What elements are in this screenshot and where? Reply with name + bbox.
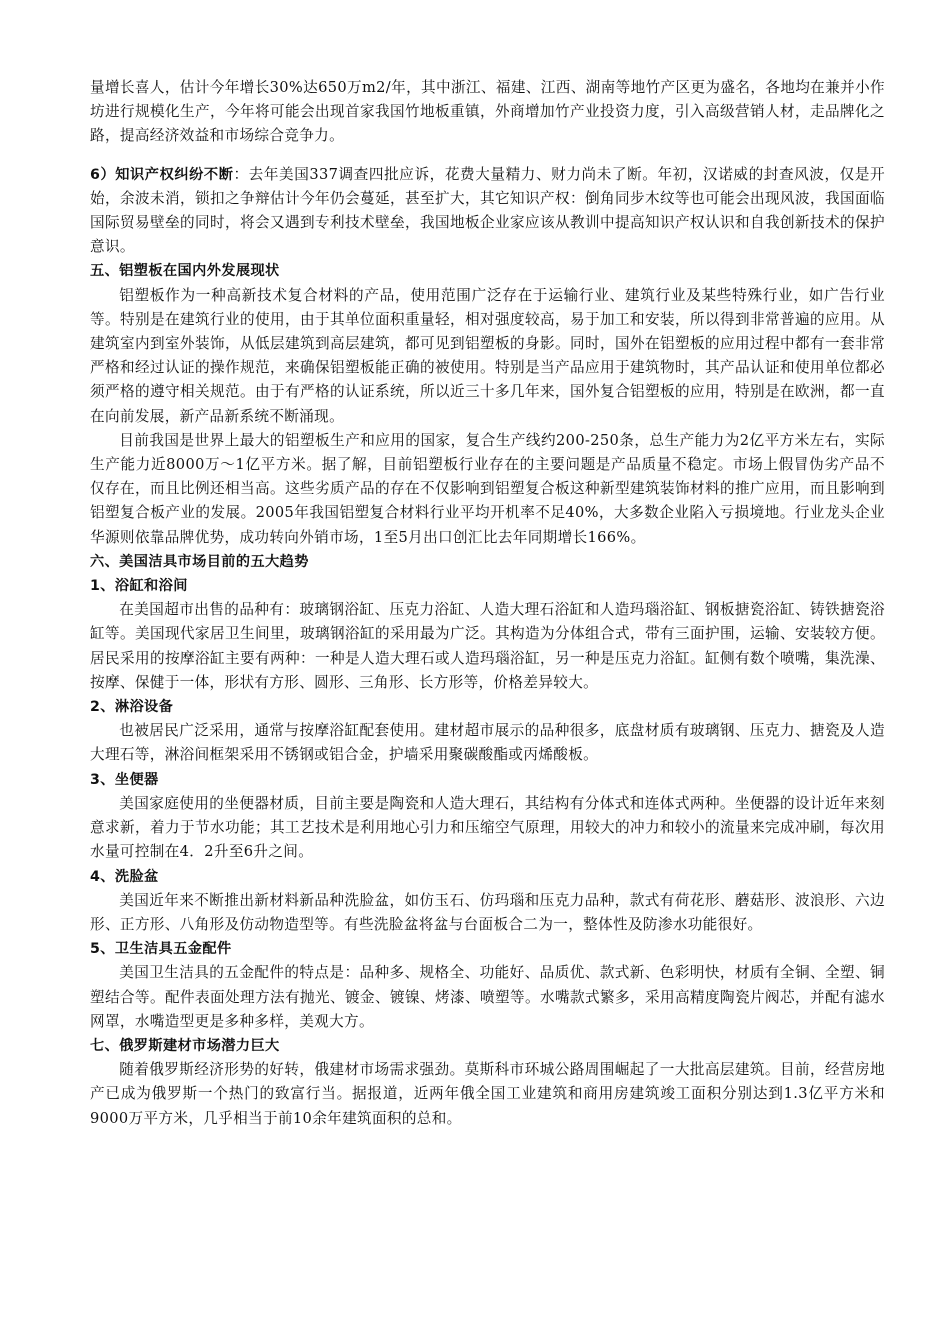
paragraph-toilet: 美国家庭使用的坐便器材质，目前主要是陶瓷和人造大理石，其结构有分体式和连体式两种。坐便器的设计近年来刻意求新，着力于节水功能；其工艺技术是利用地心引力和压缩空气原理，用较大的冲力和较小的流量来完成冲刷，每次用水量可控制在4．2升至6升之间。 xyxy=(90,794,885,861)
paragraph-hardware: 美国卫生洁具的五金配件的特点是：品种多、规格全、功能好、品质优、款式新、色彩明快，材质有全铜、全塑、铜塑结合等。配件表面处理方法有抛光、镀金、镀镍、烤漆、喷塑等。水嘴款式繁多，采用高精度陶瓷片阀芯，并配有滤水网罩，水嘴造型更是多种多样，美观大方。 xyxy=(90,964,885,1030)
paragraph-washbasin: 美国近年来不断推出新材料新品种洗脸盆，如仿玉石、仿玛瑙和压克力品种，款式有荷花形、蘑菇形、波浪形、六边形、正方形、八角形及仿动物造型等。有些洗脸盆将盆与台面板合二为一，整体性及防渗水功能很好。 xyxy=(90,891,885,933)
subheading-shower: 2、淋浴设备 xyxy=(90,699,174,716)
subheading-washbasin: 4、洗脸盆 xyxy=(90,868,159,885)
document-page xyxy=(90,76,885,1131)
ip-paragraph xyxy=(90,163,885,260)
ip-text: ：去年美国337调查四批应诉，花费大量精力、财力尚未了断。年初，汉诺威的封查风波，仅是开始，余波未消，锁扣之争辩估计今年仍会蔓延，甚至扩大，其它知识产权：倒角同步木纹等也可能会出现风波，我国面临国际贸易壁垒的同时，将会又遇到专利技术壁垒，我国地板企业家应该从教训中提高知识产权认识和自我创新技术的保护意识。 xyxy=(90,165,885,256)
subheading-bathtub: 1、浴缸和浴间 xyxy=(90,578,188,595)
section-5-paragraph-1: 铝塑板作为一种高新技术复合材料的产品，使用范围广泛存在于运输行业、建筑行业及某些特殊行业，如广告行业等。特别是在建筑行业的使用，由于其单位面积重量轻，相对强度较高，易于加工和安装，所以得到非常普遍的应用。从建筑室内到室外装饰，从低层建筑到高层建筑，都可见到铝塑板的身影。同时，国外在铝塑板的应用过程中都有一套非常严格和经过认证的操作规范，来确保铝塑板能正确的被使用。特别是当产品应用于建筑物时，其产品认证和使用单位都必须严格的遵守相关规范。由于有严格的认证系统，所以近三十多几年来，国外复合铝塑板的应用，特别是在欧洲，都一直在向前发展，新产品新系统不断涌现。 xyxy=(90,286,885,425)
subheading-toilet: 3、坐便器 xyxy=(90,771,159,788)
ip-lead: 6）知识产权纠纷不断 xyxy=(90,166,234,183)
section-7-paragraph-1: 随着俄罗斯经济形势的好转，俄建材市场需求强劲。莫斯科市环城公路周围崛起了一大批高层建筑。目前，经营房地产已成为俄罗斯一个热门的致富行当。据报道，近两年俄全国工业建筑和商用房建筑竣工面积分别达到1.3亿平方米和9000万平方米，几乎相当于前10余年建筑面积的总和。 xyxy=(90,1061,885,1127)
section-5-heading: 五、铝塑板在国内外发展现状 xyxy=(90,263,280,280)
bamboo-paragraph: 量增长喜人，估计今年增长30%达650万m2/年，其中浙江、福建、江西、湖南等地竹产区更为盛名，各地均在兼并小作坊进行规模化生产，今年将可能会出现首家我国竹地板重镇，外商增加竹产业投资力度，引入高级营销人材，走品牌化之路，提高经济效益和市场综合竞争力。 xyxy=(90,79,885,145)
section-7-heading: 七、俄罗斯建材市场潜力巨大 xyxy=(90,1037,280,1054)
section-5-paragraph-2: 目前我国是世界上最大的铝塑板生产和应用的国家，复合生产线约200-250条，总生产能力为2亿平方米左右，实际生产能力近8000万～1亿平方米。据了解，目前铝塑板行业存在的主要问题是产品质量不稳定。市场上假冒伪劣产品不仅存在，而且比例还相当高。这些劣质产品的存在不仅影响到铝塑复合板这种新型建筑装饰材料的推广应用，而且影响到铝塑复合板产业的发展。2005年我国铝塑复合材料行业平均开机率不足40%，大多数企业陷入亏损境地。行业龙头企业华源则依靠品牌优势，成功转向外销市场，1至5月出口创汇比去年同期增长166%。 xyxy=(90,431,885,546)
section-6-heading: 六、美国洁具市场目前的五大趋势 xyxy=(90,553,309,570)
paragraph-shower: 也被居民广泛采用，通常与按摩浴缸配套使用。建材超市展示的品种很多，底盘材质有玻璃钢、压克力、搪瓷及人造大理石等，淋浴间框架采用不锈钢或铝合金，护墙采用聚碳酸酯或丙烯酸板。 xyxy=(90,722,885,764)
paragraph-bathtub: 在美国超市出售的品种有：玻璃钢浴缸、压克力浴缸、人造大理石浴缸和人造玛瑙浴缸、钢板搪瓷浴缸、铸铁搪瓷浴缸等。美国现代家居卫生间里，玻璃钢浴缸的采用最为广泛。其构造为分体组合式，带有三面护围，运输、安装较方便。居民采用的按摩浴缸主要有两种：一种是人造大理石或人造玛瑙浴缸，另一种是压克力浴缸。缸侧有数个喷嘴，集洗澡、按摩、保健于一体，形状有方形、圆形、三角形、长方形等，价格差异较大。 xyxy=(90,601,885,691)
subheading-hardware: 5、卫生洁具五金配件 xyxy=(90,941,232,958)
